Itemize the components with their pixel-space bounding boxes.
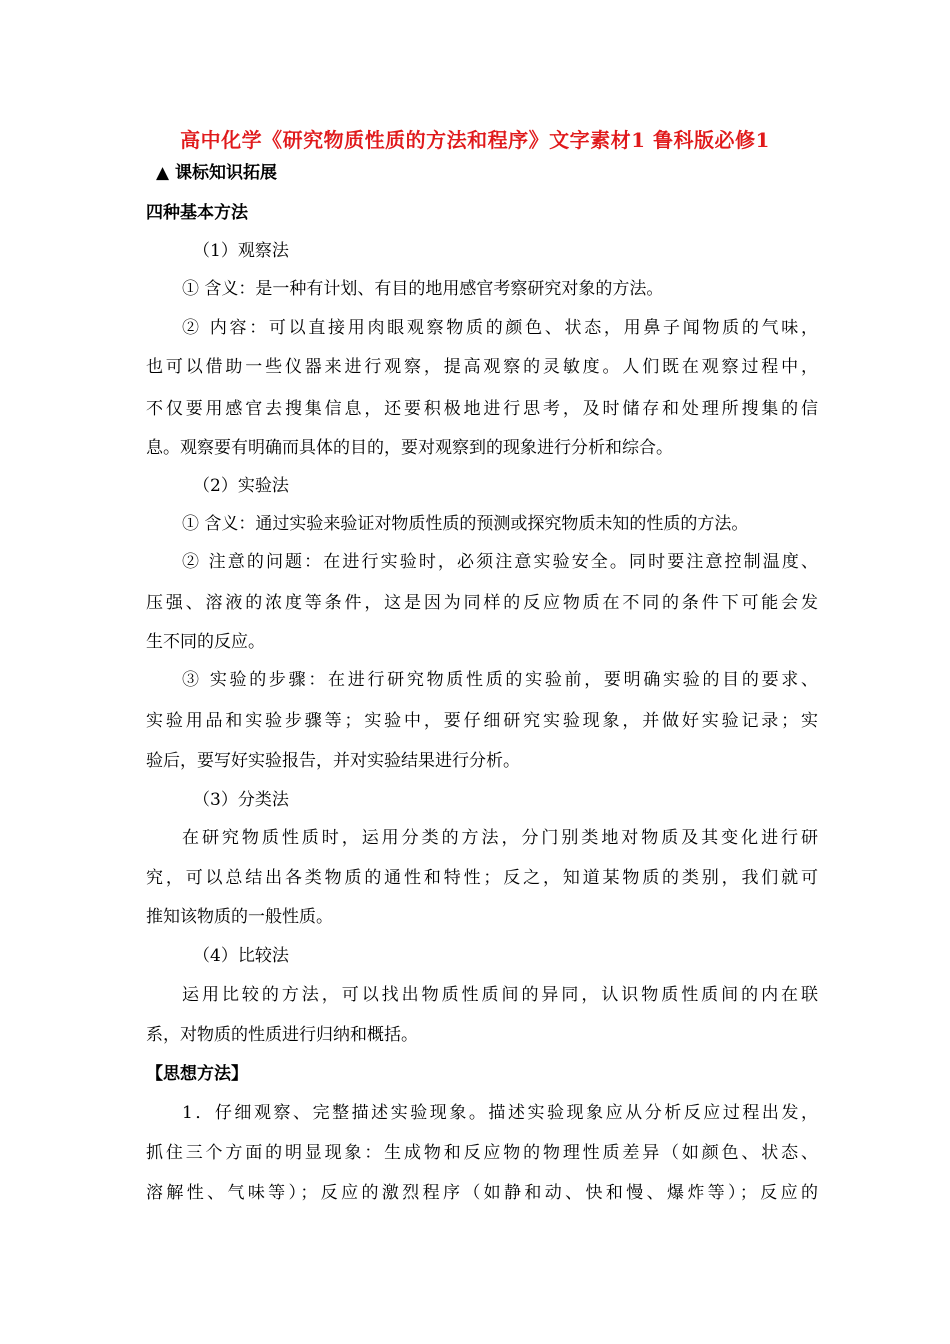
observation-content-line: 也可以借助一些仪器来进行观察，提高观察的灵敏度。人们既在观察过程中，	[146, 357, 818, 377]
observation-content-line: ② 内容：可以直接用肉眼观察物质的颜色、状态，用鼻子闻物质的气味，	[182, 318, 818, 338]
subheading-four-methods: 四种基本方法	[146, 203, 248, 223]
comparison-heading: （4）比较法	[193, 946, 289, 966]
experiment-notes-line: ② 注意的问题：在进行实验时，必须注意实验安全。同时要注意控制温度、	[182, 552, 818, 572]
experiment-heading: （2）实验法	[193, 476, 289, 496]
comparison-line: 运用比较的方法，可以找出物质性质间的异同，认识物质性质间的内在联	[182, 985, 818, 1005]
classification-line: 在研究物质性质时，运用分类的方法，分门别类地对物质及其变化进行研	[182, 828, 818, 848]
observation-heading: （1）观察法	[193, 241, 289, 261]
document-title: 高中化学《研究物质性质的方法和程序》文字素材1 鲁科版必修1	[180, 128, 770, 152]
observation-content-line: 不仅要用感官去搜集信息，还要积极地进行思考，及时储存和处理所搜集的信	[146, 399, 818, 419]
experiment-steps-line: 实验用品和实验步骤等；实验中，要仔细研究实验现象，并做好实验记录；实	[146, 711, 818, 731]
observation-definition: ① 含义：是一种有计划、有目的地用感官考察研究对象的方法。	[182, 279, 664, 299]
thinking-methods-line: 溶解性、气味等）；反应的激烈程序（如静和动、快和慢、爆炸等）；反应的	[146, 1183, 818, 1203]
classification-line: 推知该物质的一般性质。	[146, 907, 333, 927]
experiment-steps-line: ③ 实验的步骤：在进行研究物质性质的实验前，要明确实验的目的要求、	[182, 670, 818, 690]
section-heading: ▲ 课标知识拓展	[156, 163, 277, 183]
observation-content-line: 息。观察要有明确而具体的目的，要对观察到的现象进行分析和综合。	[146, 438, 673, 458]
experiment-steps-line: 验后，要写好实验报告，并对实验结果进行分析。	[146, 751, 520, 771]
thinking-methods-line: 抓住三个方面的明显现象：生成物和反应物的物理性质差异（如颜色、状态、	[146, 1143, 818, 1163]
thinking-methods-heading: 【思想方法】	[146, 1064, 248, 1084]
thinking-methods-line: 1．仔细观察、完整描述实验现象。描述实验现象应从分析反应过程出发，	[182, 1103, 818, 1123]
experiment-notes-line: 生不同的反应。	[146, 632, 265, 652]
classification-heading: （3）分类法	[193, 790, 289, 810]
experiment-notes-line: 压强、溶液的浓度等条件，这是因为同样的反应物质在不同的条件下可能会发	[146, 593, 818, 613]
experiment-definition: ① 含义：通过实验来验证对物质性质的预测或探究物质未知的性质的方法。	[182, 514, 749, 534]
classification-line: 究，可以总结出各类物质的通性和特性；反之，知道某物质的类别，我们就可	[146, 868, 818, 888]
comparison-line: 系，对物质的性质进行归纳和概括。	[146, 1025, 418, 1045]
